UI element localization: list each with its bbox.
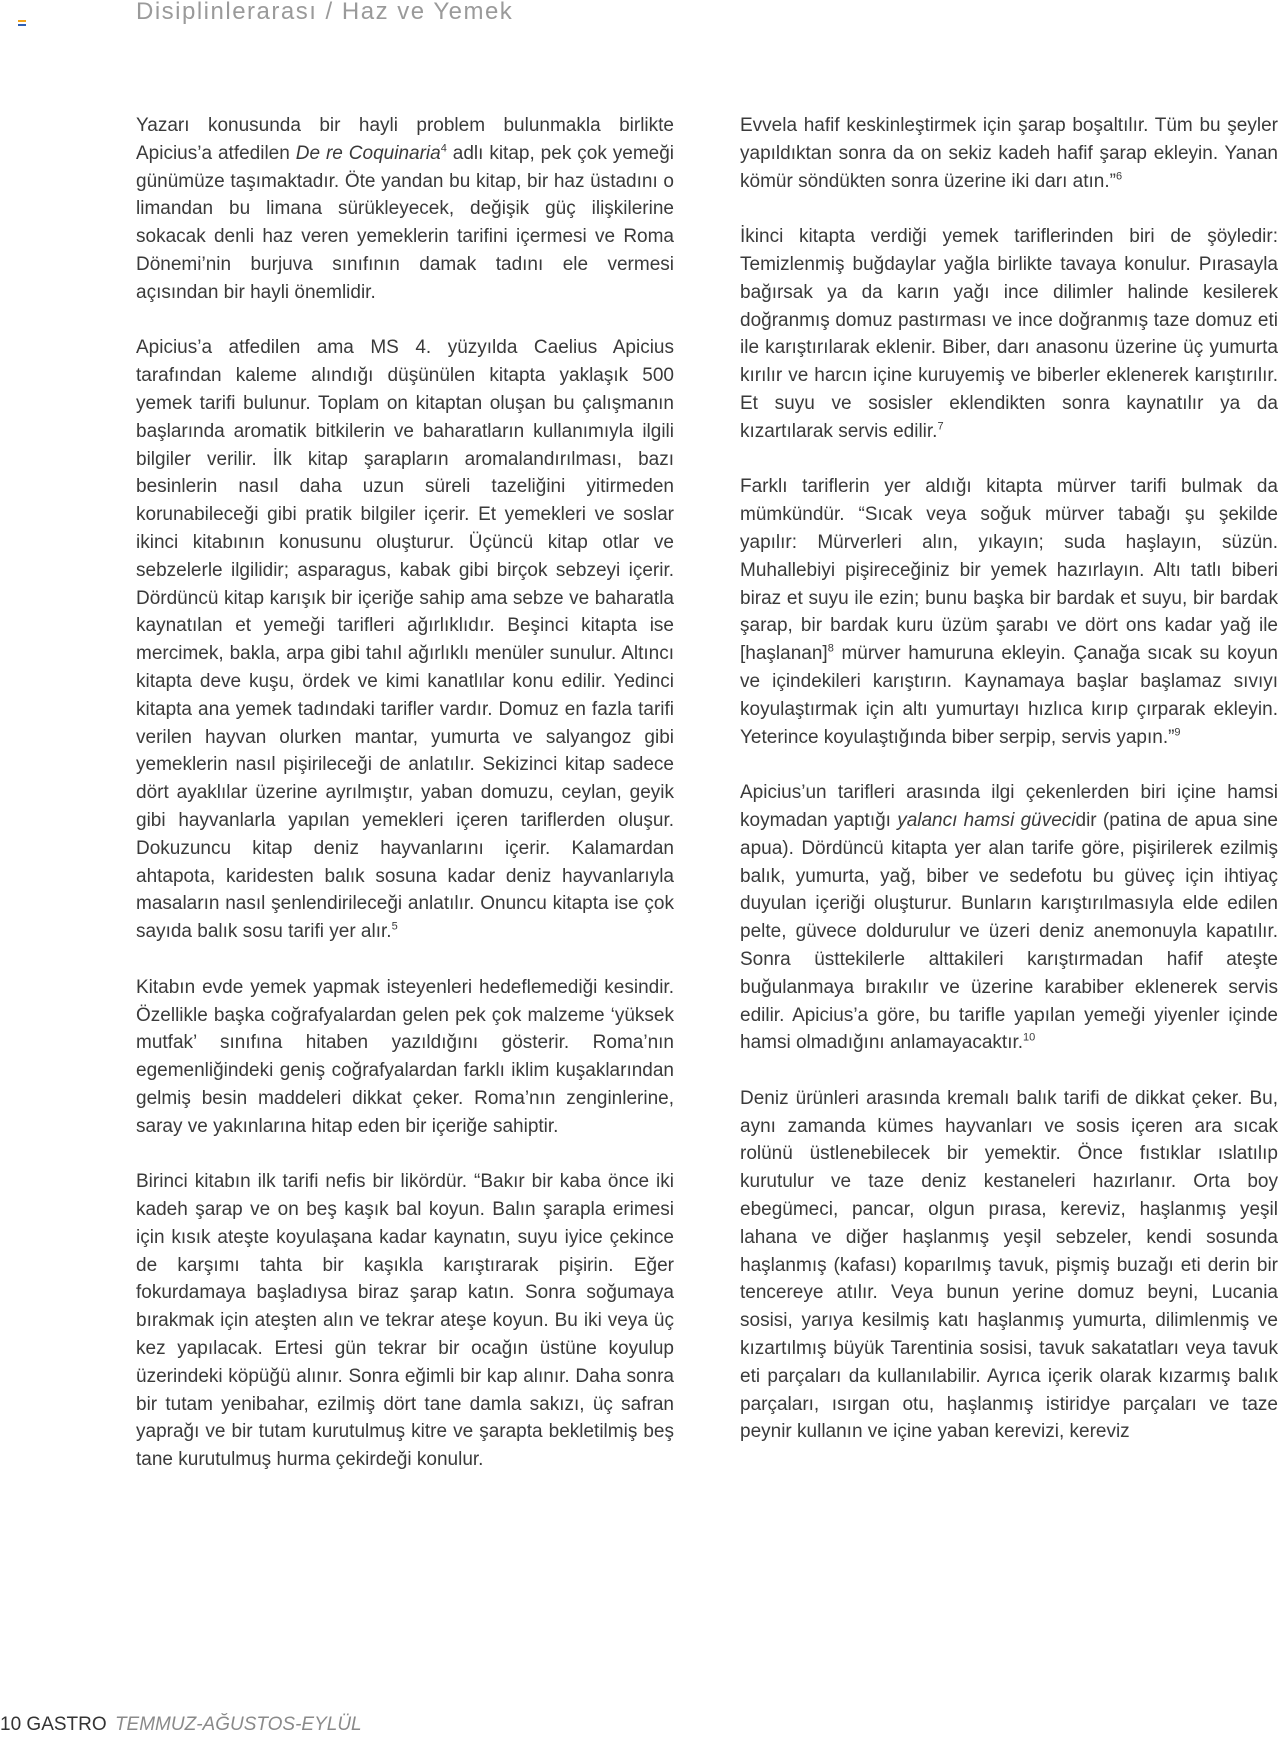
paragraph: Farklı tariflerin yer aldığı kitapta mürver tarifi bulmak da mümkündür. “Sıcak veya soğuk mürver tabağı şu şekilde yapılır: Mürverleri alın, yıkayın; suda haşlayın, süzün. Muhallebiyi pişireceğiniz bir yemek hazırlayın. Altı tatlı biberi biraz et suyu ile ezin; bunu başka bir bardak et suyu, bir bardak şarap, bir bardak kuru üzüm şarabı ve dört ons kadar yağ ile [haşlanan]$^8$ mürver hamuruna ekleyin. Çanağa sıcak su koyun ve içindekileri karıştırın. Kaynamaya başlar başlamaz sıvıyı koyulaştırmak için altı yumurtayı hızlıca kırıp çırparak ekleyin. Yeterince koyulaştığında biber serpip, servis yapın.”$^9$ <box>740 476 1278 748</box>
left-column <box>136 112 674 1502</box>
footnote-ref: 4 <box>440 142 447 155</box>
dish-name: yalancı hamsi güveci <box>897 809 1076 831</box>
footnote-ref: 6 <box>1115 170 1123 183</box>
paragraph: Kitabın evde yemek yapmak isteyenleri hedeflemediği kesindir. Özellikle başka coğrafyalardan gelen pek çok malzeme ‘yüksek mutfak’ sınıfına hitaben yazıldığını gösterir. Roma’nın egemenliğindeki geniş coğrafyalardan farklı iklim kuşaklarından gelmiş besin maddeleri dikkat çeker. Roma’nın zenginlerine, saray ve yakınlarına hitap eden bir içeriğe sahiptir. <box>136 976 674 1137</box>
footnote-ref: 8 <box>827 642 834 655</box>
logo-bar-bottom <box>18 24 26 26</box>
issue-label: TEMMUZ-AĞUSTOS-EYLÜL <box>114 1714 362 1735</box>
right-column <box>740 112 1278 1474</box>
paragraph: Yazarı konusunda bir hayli problem bulunmakla birlikte Apicius’a atfedilen De re Coquinaria$^4$ adlı kitap, pek çok yemeği günümüze taşımaktadır. Öte yandan bu kitap, bir haz üstadını o limandan bu limana sürükleyecek, değişik güç ilişkilerine sokacak denli haz veren yemeklerin tarifini içermesi ve Roma Dönemi’nin burjuva sınıfının damak tadını ele vermesi açısından bir hayli önemlidir. <box>136 115 674 303</box>
footnote-ref: 7 <box>937 420 944 433</box>
book-title: De re Coquinaria <box>295 142 441 164</box>
paragraph: Evvela hafif keskinleştirmek için şarap boşaltılır. Tüm bu şeyler yapıldıktan sonra da on sekiz kadeh hafif şarap ekleyin. Yanan kömür söndükten sonra üzerine iki darı atın.”$^6$ <box>740 115 1278 192</box>
section-title: Disiplinlerarası / Haz ve Yemek <box>136 0 514 25</box>
footnote-ref: 10 <box>1023 1031 1036 1044</box>
paragraph: İkinci kitapta verdiği yemek tariflerinden biri de şöyledir: Temizlenmiş buğdaylar yağla birlikte tavaya konulur. Pırasayla bağırsak ya da karın yağı ince dilimler halinde kesilerek doğranmış domuz pastırması ve ince doğranmış taze domuz eti ile karıştırılarak eklenir. Biber, darı anasonu üzerine üç yumurta kırılır ve harcın içine kuruyemiş ve biberler eklenerek karıştırılır. Et suyu ve sosisler eklendikten sonra kaynatılır ya da kızartılarak servis edilir.$^7$ <box>740 226 1278 442</box>
page-number: 10 <box>0 1714 22 1735</box>
paragraph: Deniz ürünleri arasında kremalı balık tarifi de dikkat çeker. Bu, aynı zamanda kümes hayvanları ve sosis içeren ara sıcak rolünü üstlenebilecek bir yemektir. Önce fıstıklar ıslatılıp kurutulur ve taze deniz kestaneleri hazırlanır. Orta boy ebegümeci, pancar, olgun pırasa, kereviz, haşlanmış yeşil lahana ve diğer haşlanmış yeşil sebzeler, kendi sosunda haşlanmış (kafası) koparılmış tavuk, pişmiş buzağı eti derin bir tencereye atılır. Veya bunun yerine domuz beyni, Lucania sosisi, yarıya kesilmiş katı haşlanmış yumurta, dilimlenmiş ve kızartılmış büyük Tarentinia sosisi, tavuk sakatatları veya tavuk eti parçaları da kullanılabilir. Ayrıca içerik olarak kızarmış balık parçaları, ısırgan otu, haşlanmış istiridye parçaları ve taze peynir kullanın ve içine yaban kerevizi, kereviz <box>740 1087 1278 1443</box>
paragraph: Birinci kitabın ilk tarifi nefis bir likördür. “Bakır bir kaba önce iki kadeh şarap ve on beş kaşık bal koyun. Balın şarapla erimesi için kısık ateşte koyulaşana kadar kaynatın, suyu iyice çekince de karşımı tahta bir kaşıkla karıştırarak pişirin. Eğer fokurdamaya başladıysa biraz şarap katın. Sonra soğumaya bırakmak için ateşten alın ve tekrar ateşe koyun. Bu iki veya üç kez yapılacak. Ertesi gün tekrar bir ocağın üstüne koyulup üzerindeki köpüğü alınır. Sonra eğimli bir kap alınır. Daha sonra bir tutam yenibahar, ezilmiş dört tane damla sakızı, üç safran yaprağı ve bir tutam kurutulmuş kitre ve şarapta bekletilmiş beş tane kurutulmuş hurma çekirdeği konulur. <box>136 1171 674 1471</box>
footnote-ref: 9 <box>1174 726 1181 739</box>
footnote-ref: 5 <box>391 920 398 933</box>
paragraph: Apicius’a atfedilen ama MS 4. yüzyılda Caelius Apicius tarafından kaleme alındığı düşünülen kitapta yaklaşık 500 yemek tarifi bulunur. Toplam on kitaptan oluşan bu çalışmanın başlarında aromatik bitkilerin ve baharatların kullanımıyla ilgili bilgiler verilir. İlk kitap şarapların aromalandırılması, bazı besinlerin nasıl daha uzun süreli tazeliğini yitirmeden korunabileceği gibi pratik bilgiler içerir. Et yemekleri ve soslar ikinci kitabının konusunu oluşturur. Üçüncü kitap otlar ve sebzelerle ilgilidir; asparagus, kabak gibi birçok sebzeyi içerir. Dördüncü kitap karışık bir içeriğe sahip ama sebze ve baharatla kaynatılan et yemeği tarifleri ağırlıklıdır. Beşinci kitapta ise mercimek, bakla, arpa gibi tahıl ağırlıklı menüler sunulur. Altıncı kitapta deve kuşu, ördek ve kimi kanatlılar konu edilir. Yedinci kitapta ana yemek tadındaki tarifler vardır. Domuz en fazla tarifi verilen hayvan olurken mantar, yumurta ve salyangoz gibi yemeklerin nasıl pişirileceği de anlatılır. Sekizinci kitap sadece dört ayaklılar üzerine ayrılmıştır, yaban domuzu, ceylan, geyik gibi hayvanlarla yapılan yemekleri içeren tariflerden oluşur. Dokuzuncu kitap deniz hayvanlarını içerir. Kalamardan ahtapota, karidesten balık sosuna kadar deniz hayvanlarıyla masaların nasıl şenlendirileceği anlatılır. Onuncu kitapta ise çok sayıda balık sosu tarifi yer alır.$^5$ <box>136 337 674 943</box>
page-footer <box>0 1714 362 1736</box>
logo-bar-top <box>18 20 26 22</box>
paragraph: Apicius’un tarifleri arasında ilgi çekenlerden biri içine hamsi koymadan yaptığı yalancı hamsi güvecidir (patina de apua sine apua). Dördüncü kitapta yer alan tarife göre, pişirilerek ezilmiş balık, yumurta, yağ, biber ve sedefotu bu güveç için ihtiyaç duyulan içeriği oluşturur. Bunların karıştırılmasıyla elde edilen pelte, güvece doldurulur ve üzeri deniz anemonuyla kapatılır. Sonra üsttekilerle alttakileri karıştırmadan hafif ateşte buğulanmaya bırakılır ve üzerine karabiber eklenerek servis edilir. Apicius’a göre, bu tarifle yapılan yemeği yiyenler içinde hamsi olmadığını anlamayacaktır.$^{10}$ <box>740 782 1278 1054</box>
magazine-name: GASTRO <box>26 1714 107 1735</box>
magazine-logo-mark <box>18 20 28 28</box>
